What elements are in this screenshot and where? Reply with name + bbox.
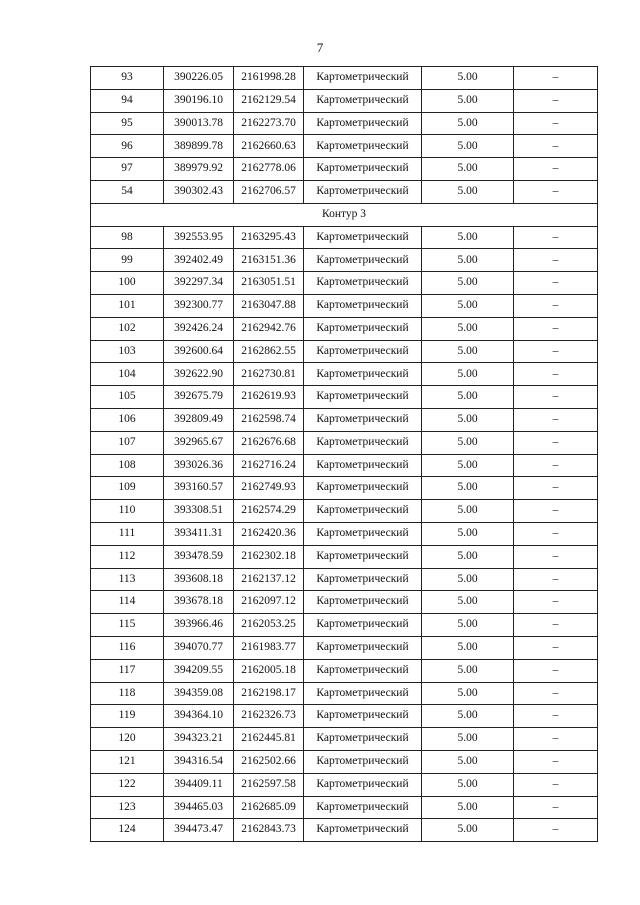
x-coordinate-cell: 394359.08 bbox=[164, 682, 234, 705]
method-cell: Картометрический bbox=[304, 431, 422, 454]
table-row bbox=[91, 819, 598, 842]
note-cell: – bbox=[514, 500, 598, 523]
x-coordinate-cell: 392600.64 bbox=[164, 340, 234, 363]
table-row bbox=[91, 180, 598, 203]
note-cell: – bbox=[514, 386, 598, 409]
point-number-cell: 97 bbox=[91, 158, 164, 181]
x-coordinate-cell: 394473.47 bbox=[164, 819, 234, 842]
table-row bbox=[91, 272, 598, 295]
point-number-cell: 107 bbox=[91, 431, 164, 454]
note-cell: – bbox=[514, 750, 598, 773]
x-coordinate-cell: 393966.46 bbox=[164, 614, 234, 637]
accuracy-cell: 5.00 bbox=[422, 659, 514, 682]
y-coordinate-cell: 2162778.06 bbox=[234, 158, 304, 181]
y-coordinate-cell: 2162598.74 bbox=[234, 408, 304, 431]
accuracy-cell: 5.00 bbox=[422, 386, 514, 409]
accuracy-cell: 5.00 bbox=[422, 317, 514, 340]
note-cell: – bbox=[514, 591, 598, 614]
y-coordinate-cell: 2162502.66 bbox=[234, 750, 304, 773]
table-row bbox=[91, 728, 598, 751]
y-coordinate-cell: 2162676.68 bbox=[234, 431, 304, 454]
y-coordinate-cell: 2162843.73 bbox=[234, 819, 304, 842]
y-coordinate-cell: 2162129.54 bbox=[234, 89, 304, 112]
point-number-cell: 124 bbox=[91, 819, 164, 842]
table-row bbox=[91, 545, 598, 568]
y-coordinate-cell: 2162445.81 bbox=[234, 728, 304, 751]
x-coordinate-cell: 393478.59 bbox=[164, 545, 234, 568]
table-row bbox=[91, 249, 598, 272]
point-number-cell: 122 bbox=[91, 773, 164, 796]
x-coordinate-cell: 394323.21 bbox=[164, 728, 234, 751]
y-coordinate-cell: 2162706.57 bbox=[234, 180, 304, 203]
method-cell: Картометрический bbox=[304, 522, 422, 545]
accuracy-cell: 5.00 bbox=[422, 750, 514, 773]
x-coordinate-cell: 394209.55 bbox=[164, 659, 234, 682]
point-number-cell: 115 bbox=[91, 614, 164, 637]
coordinates-table bbox=[90, 66, 598, 842]
note-cell: – bbox=[514, 363, 598, 386]
section-row bbox=[91, 203, 598, 226]
method-cell: Картометрический bbox=[304, 340, 422, 363]
method-cell: Картометрический bbox=[304, 682, 422, 705]
y-coordinate-cell: 2161998.28 bbox=[234, 67, 304, 90]
accuracy-cell: 5.00 bbox=[422, 477, 514, 500]
point-number-cell: 116 bbox=[91, 636, 164, 659]
method-cell: Картометрический bbox=[304, 226, 422, 249]
note-cell: – bbox=[514, 705, 598, 728]
note-cell: – bbox=[514, 317, 598, 340]
table-row bbox=[91, 317, 598, 340]
note-cell: – bbox=[514, 112, 598, 135]
point-number-cell: 101 bbox=[91, 294, 164, 317]
note-cell: – bbox=[514, 89, 598, 112]
table-row bbox=[91, 500, 598, 523]
point-number-cell: 118 bbox=[91, 682, 164, 705]
accuracy-cell: 5.00 bbox=[422, 158, 514, 181]
method-cell: Картометрический bbox=[304, 568, 422, 591]
point-number-cell: 95 bbox=[91, 112, 164, 135]
method-cell: Картометрический bbox=[304, 135, 422, 158]
accuracy-cell: 5.00 bbox=[422, 249, 514, 272]
accuracy-cell: 5.00 bbox=[422, 522, 514, 545]
method-cell: Картометрический bbox=[304, 180, 422, 203]
method-cell: Картометрический bbox=[304, 545, 422, 568]
section-title: Контур 3 bbox=[91, 203, 598, 226]
coordinates-table-body bbox=[91, 67, 598, 842]
point-number-cell: 54 bbox=[91, 180, 164, 203]
note-cell: – bbox=[514, 67, 598, 90]
note-cell: – bbox=[514, 431, 598, 454]
method-cell: Картометрический bbox=[304, 705, 422, 728]
x-coordinate-cell: 393411.31 bbox=[164, 522, 234, 545]
point-number-cell: 112 bbox=[91, 545, 164, 568]
y-coordinate-cell: 2162660.63 bbox=[234, 135, 304, 158]
accuracy-cell: 5.00 bbox=[422, 705, 514, 728]
table-row bbox=[91, 659, 598, 682]
table-row bbox=[91, 112, 598, 135]
point-number-cell: 94 bbox=[91, 89, 164, 112]
x-coordinate-cell: 393678.18 bbox=[164, 591, 234, 614]
y-coordinate-cell: 2162198.17 bbox=[234, 682, 304, 705]
y-coordinate-cell: 2162574.29 bbox=[234, 500, 304, 523]
accuracy-cell: 5.00 bbox=[422, 272, 514, 295]
method-cell: Картометрический bbox=[304, 317, 422, 340]
accuracy-cell: 5.00 bbox=[422, 67, 514, 90]
method-cell: Картометрический bbox=[304, 67, 422, 90]
table-row bbox=[91, 226, 598, 249]
table-row bbox=[91, 89, 598, 112]
y-coordinate-cell: 2161983.77 bbox=[234, 636, 304, 659]
point-number-cell: 120 bbox=[91, 728, 164, 751]
note-cell: – bbox=[514, 135, 598, 158]
y-coordinate-cell: 2162597.58 bbox=[234, 773, 304, 796]
accuracy-cell: 5.00 bbox=[422, 135, 514, 158]
y-coordinate-cell: 2162420.36 bbox=[234, 522, 304, 545]
table-row bbox=[91, 705, 598, 728]
point-number-cell: 104 bbox=[91, 363, 164, 386]
accuracy-cell: 5.00 bbox=[422, 500, 514, 523]
y-coordinate-cell: 2162619.93 bbox=[234, 386, 304, 409]
method-cell: Картометрический bbox=[304, 728, 422, 751]
note-cell: – bbox=[514, 636, 598, 659]
x-coordinate-cell: 394070.77 bbox=[164, 636, 234, 659]
point-number-cell: 96 bbox=[91, 135, 164, 158]
note-cell: – bbox=[514, 477, 598, 500]
y-coordinate-cell: 2162273.70 bbox=[234, 112, 304, 135]
y-coordinate-cell: 2162716.24 bbox=[234, 454, 304, 477]
note-cell: – bbox=[514, 659, 598, 682]
x-coordinate-cell: 392965.67 bbox=[164, 431, 234, 454]
table-row bbox=[91, 614, 598, 637]
note-cell: – bbox=[514, 226, 598, 249]
x-coordinate-cell: 392809.49 bbox=[164, 408, 234, 431]
table-row bbox=[91, 294, 598, 317]
y-coordinate-cell: 2162137.12 bbox=[234, 568, 304, 591]
method-cell: Картометрический bbox=[304, 112, 422, 135]
note-cell: – bbox=[514, 568, 598, 591]
method-cell: Картометрический bbox=[304, 454, 422, 477]
accuracy-cell: 5.00 bbox=[422, 89, 514, 112]
x-coordinate-cell: 392622.90 bbox=[164, 363, 234, 386]
x-coordinate-cell: 390013.78 bbox=[164, 112, 234, 135]
y-coordinate-cell: 2162862.55 bbox=[234, 340, 304, 363]
x-coordinate-cell: 393026.36 bbox=[164, 454, 234, 477]
accuracy-cell: 5.00 bbox=[422, 408, 514, 431]
table-row bbox=[91, 522, 598, 545]
note-cell: – bbox=[514, 614, 598, 637]
method-cell: Картометрический bbox=[304, 500, 422, 523]
x-coordinate-cell: 392297.34 bbox=[164, 272, 234, 295]
point-number-cell: 121 bbox=[91, 750, 164, 773]
note-cell: – bbox=[514, 272, 598, 295]
accuracy-cell: 5.00 bbox=[422, 431, 514, 454]
point-number-cell: 108 bbox=[91, 454, 164, 477]
method-cell: Картометрический bbox=[304, 89, 422, 112]
table-row bbox=[91, 477, 598, 500]
point-number-cell: 106 bbox=[91, 408, 164, 431]
method-cell: Картометрический bbox=[304, 819, 422, 842]
point-number-cell: 117 bbox=[91, 659, 164, 682]
accuracy-cell: 5.00 bbox=[422, 819, 514, 842]
point-number-cell: 98 bbox=[91, 226, 164, 249]
method-cell: Картометрический bbox=[304, 272, 422, 295]
y-coordinate-cell: 2162097.12 bbox=[234, 591, 304, 614]
table-row bbox=[91, 591, 598, 614]
accuracy-cell: 5.00 bbox=[422, 728, 514, 751]
point-number-cell: 103 bbox=[91, 340, 164, 363]
accuracy-cell: 5.00 bbox=[422, 545, 514, 568]
accuracy-cell: 5.00 bbox=[422, 614, 514, 637]
accuracy-cell: 5.00 bbox=[422, 340, 514, 363]
x-coordinate-cell: 392675.79 bbox=[164, 386, 234, 409]
x-coordinate-cell: 392553.95 bbox=[164, 226, 234, 249]
table-row bbox=[91, 363, 598, 386]
point-number-cell: 100 bbox=[91, 272, 164, 295]
x-coordinate-cell: 389979.92 bbox=[164, 158, 234, 181]
accuracy-cell: 5.00 bbox=[422, 773, 514, 796]
accuracy-cell: 5.00 bbox=[422, 682, 514, 705]
method-cell: Картометрический bbox=[304, 294, 422, 317]
table-row bbox=[91, 682, 598, 705]
accuracy-cell: 5.00 bbox=[422, 226, 514, 249]
accuracy-cell: 5.00 bbox=[422, 180, 514, 203]
y-coordinate-cell: 2163047.88 bbox=[234, 294, 304, 317]
y-coordinate-cell: 2162685.09 bbox=[234, 796, 304, 819]
x-coordinate-cell: 390226.05 bbox=[164, 67, 234, 90]
note-cell: – bbox=[514, 682, 598, 705]
note-cell: – bbox=[514, 796, 598, 819]
note-cell: – bbox=[514, 454, 598, 477]
x-coordinate-cell: 393608.18 bbox=[164, 568, 234, 591]
x-coordinate-cell: 392402.49 bbox=[164, 249, 234, 272]
note-cell: – bbox=[514, 728, 598, 751]
note-cell: – bbox=[514, 408, 598, 431]
point-number-cell: 123 bbox=[91, 796, 164, 819]
point-number-cell: 109 bbox=[91, 477, 164, 500]
y-coordinate-cell: 2162942.76 bbox=[234, 317, 304, 340]
point-number-cell: 119 bbox=[91, 705, 164, 728]
point-number-cell: 102 bbox=[91, 317, 164, 340]
note-cell: – bbox=[514, 158, 598, 181]
x-coordinate-cell: 393308.51 bbox=[164, 500, 234, 523]
method-cell: Картометрический bbox=[304, 477, 422, 500]
x-coordinate-cell: 390196.10 bbox=[164, 89, 234, 112]
y-coordinate-cell: 2162730.81 bbox=[234, 363, 304, 386]
table-row bbox=[91, 135, 598, 158]
table-row bbox=[91, 408, 598, 431]
point-number-cell: 110 bbox=[91, 500, 164, 523]
accuracy-cell: 5.00 bbox=[422, 591, 514, 614]
method-cell: Картометрический bbox=[304, 408, 422, 431]
note-cell: – bbox=[514, 180, 598, 203]
method-cell: Картометрический bbox=[304, 773, 422, 796]
x-coordinate-cell: 393160.57 bbox=[164, 477, 234, 500]
x-coordinate-cell: 394409.11 bbox=[164, 773, 234, 796]
point-number-cell: 93 bbox=[91, 67, 164, 90]
accuracy-cell: 5.00 bbox=[422, 568, 514, 591]
table-row bbox=[91, 568, 598, 591]
accuracy-cell: 5.00 bbox=[422, 796, 514, 819]
point-number-cell: 111 bbox=[91, 522, 164, 545]
point-number-cell: 105 bbox=[91, 386, 164, 409]
point-number-cell: 114 bbox=[91, 591, 164, 614]
note-cell: – bbox=[514, 294, 598, 317]
note-cell: – bbox=[514, 340, 598, 363]
y-coordinate-cell: 2162053.25 bbox=[234, 614, 304, 637]
x-coordinate-cell: 394316.54 bbox=[164, 750, 234, 773]
y-coordinate-cell: 2163295.43 bbox=[234, 226, 304, 249]
table-row bbox=[91, 386, 598, 409]
accuracy-cell: 5.00 bbox=[422, 294, 514, 317]
method-cell: Картометрический bbox=[304, 591, 422, 614]
point-number-cell: 113 bbox=[91, 568, 164, 591]
table-row bbox=[91, 158, 598, 181]
x-coordinate-cell: 392426.24 bbox=[164, 317, 234, 340]
table-row bbox=[91, 750, 598, 773]
accuracy-cell: 5.00 bbox=[422, 112, 514, 135]
table-row bbox=[91, 796, 598, 819]
method-cell: Картометрический bbox=[304, 750, 422, 773]
method-cell: Картометрический bbox=[304, 363, 422, 386]
accuracy-cell: 5.00 bbox=[422, 363, 514, 386]
y-coordinate-cell: 2163051.51 bbox=[234, 272, 304, 295]
note-cell: – bbox=[514, 545, 598, 568]
page-number: 7 bbox=[316, 40, 324, 55]
method-cell: Картометрический bbox=[304, 636, 422, 659]
note-cell: – bbox=[514, 819, 598, 842]
point-number-cell: 99 bbox=[91, 249, 164, 272]
x-coordinate-cell: 394364.10 bbox=[164, 705, 234, 728]
y-coordinate-cell: 2163151.36 bbox=[234, 249, 304, 272]
y-coordinate-cell: 2162005.18 bbox=[234, 659, 304, 682]
method-cell: Картометрический bbox=[304, 614, 422, 637]
y-coordinate-cell: 2162326.73 bbox=[234, 705, 304, 728]
method-cell: Картометрический bbox=[304, 249, 422, 272]
x-coordinate-cell: 392300.77 bbox=[164, 294, 234, 317]
table-row bbox=[91, 67, 598, 90]
note-cell: – bbox=[514, 249, 598, 272]
x-coordinate-cell: 394465.03 bbox=[164, 796, 234, 819]
table-row bbox=[91, 340, 598, 363]
note-cell: – bbox=[514, 773, 598, 796]
method-cell: Картометрический bbox=[304, 158, 422, 181]
x-coordinate-cell: 390302.43 bbox=[164, 180, 234, 203]
table-row bbox=[91, 431, 598, 454]
accuracy-cell: 5.00 bbox=[422, 636, 514, 659]
table-row bbox=[91, 636, 598, 659]
method-cell: Картометрический bbox=[304, 659, 422, 682]
method-cell: Картометрический bbox=[304, 386, 422, 409]
x-coordinate-cell: 389899.78 bbox=[164, 135, 234, 158]
table-row bbox=[91, 773, 598, 796]
y-coordinate-cell: 2162749.93 bbox=[234, 477, 304, 500]
y-coordinate-cell: 2162302.18 bbox=[234, 545, 304, 568]
accuracy-cell: 5.00 bbox=[422, 454, 514, 477]
note-cell: – bbox=[514, 522, 598, 545]
table-row bbox=[91, 454, 598, 477]
method-cell: Картометрический bbox=[304, 796, 422, 819]
